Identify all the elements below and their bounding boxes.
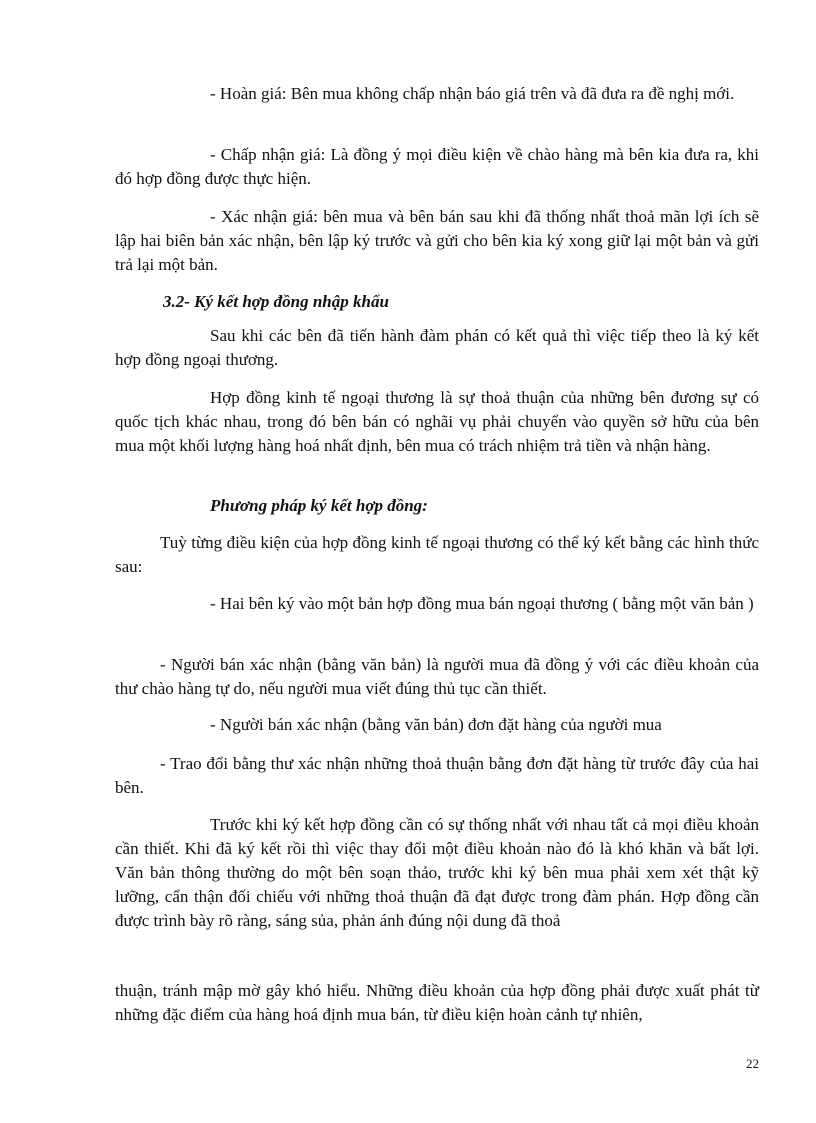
paragraph-xac-nhan-gia: - Xác nhận giá: bên mua và bên bán sau khi đã thống nhất thoả mãn lợi ích sẽ lập hai biên bản xác nhận, bên lập ký trước và gửi cho bên kia ký xong giữ lại một bản và gửi trả lại một bản. (115, 207, 759, 274)
page-number: 22 (746, 1056, 759, 1071)
paragraph-nguoi-ban-xac-nhan-1: - Người bán xác nhận (bằng văn bản) là người mua đã đồng ý với các điều khoản của thư chào hàng tự do, nếu người mua viết đúng thủ tục cần thiết. (115, 655, 759, 698)
paragraph-nguoi-ban-xac-nhan-2: - Người bán xác nhận (bằng văn bản) đơn đặt hàng của người mua (210, 715, 662, 734)
paragraph-thuan-tranh: thuận, tránh mập mờ gây khó hiểu. Những điều khoản của hợp đồng phải được xuất phát từ những đặc điểm của hàng hoá định mua bán, từ điều kiện hoàn cảnh tự nhiên, (115, 981, 759, 1024)
paragraph-trao-doi: - Trao đổi bằng thư xác nhận những thoả thuận bằng đơn đặt hàng từ trước đây của hai bên. (115, 754, 759, 797)
paragraph-tuy-tung: Tuỳ từng điều kiện của hợp đồng kinh tế ngoại thương có thể ký kết bằng các hình thức sau: (115, 533, 759, 576)
paragraph-chap-nhan-gia: - Chấp nhận giá: Là đồng ý mọi điều kiện về chào hàng mà bên kia đưa ra, khi đó hợp đồng được thực hiện. (115, 145, 759, 188)
paragraph-hop-dong-kinh-te: Hợp đồng kinh tế ngoại thương là sự thoả thuận của những bên đương sự có quốc tịch khác nhau, trong đó bên bán có nghãi vụ phải chuyển vào quyền sở hữu của bên mua một khối lượng hàng hoá nhất định, bên mua có trách nhiệm trả tiền và nhận hàng. (115, 388, 759, 455)
section-heading-3-2: 3.2- Ký kết hợp đồng nhập khẩu (163, 292, 389, 311)
paragraph-hai-ben-ky: - Hai bên ký vào một bản hợp đồng mua bán ngoại thương ( bằng một văn bản ) (210, 594, 754, 613)
paragraph-hoan-gia: - Hoàn giá: Bên mua không chấp nhận báo giá trên và đã đưa ra đề nghị mới. (210, 84, 735, 103)
paragraph-truoc-khi: Trước khi ký kết hợp đồng cần có sự thống nhất với nhau tất cả mọi điều khoản cần thiết. Khi đã ký kết rồi thì việc thay đổi một điều khoản nào đó là khó khăn và bất lợi. Văn bản thông thường do một bên soạn thảo, trước khi ký bên mua phải xem xét thật kỹ lưỡng, cẩn thận đối chiếu với những thoả thuận đã đạt được trong đàm phán. Hợp đồng cần được trình bày rõ ràng, sáng sủa, phản ánh đúng nội dung đã thoả (115, 815, 759, 930)
subheading-phuong-phap: Phương pháp ký kết hợp đồng: (210, 496, 428, 515)
paragraph-sau-khi: Sau khi các bên đã tiến hành đàm phán có kết quả thì việc tiếp theo là ký kết hợp đồng ngoại thương. (115, 326, 759, 369)
